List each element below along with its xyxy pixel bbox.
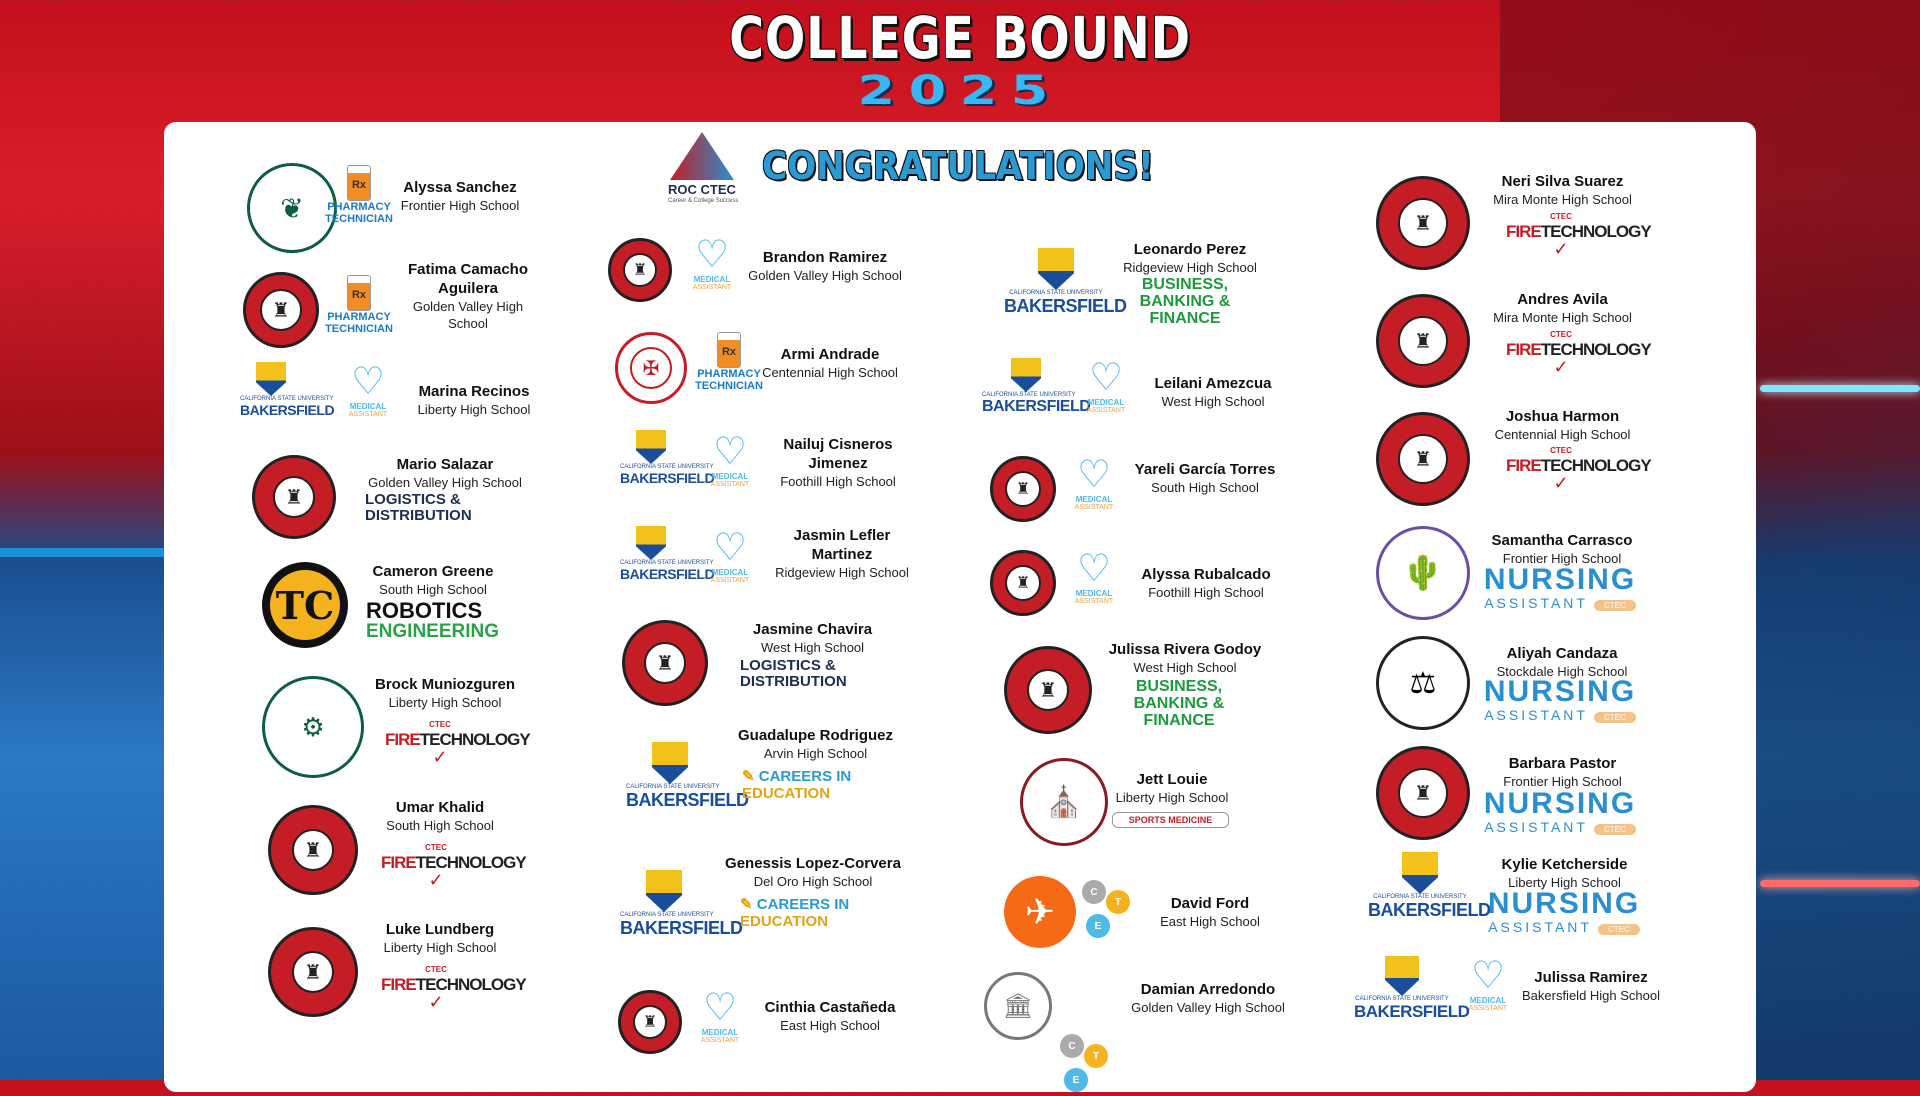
student-name: David Ford xyxy=(1170,895,1250,912)
student-entry xyxy=(1480,290,1645,326)
csu-bakersfield-logo xyxy=(982,358,1091,416)
csub-shield-icon xyxy=(1402,852,1438,894)
csu-big-label: BAKERSFIELD xyxy=(1354,1002,1470,1021)
csu-big-label: BAKERSFIELD xyxy=(240,402,335,418)
student-school: Liberty High School xyxy=(383,940,497,955)
csu-big-label: BAKERSFIELD xyxy=(626,790,749,810)
student-entry xyxy=(704,854,922,890)
san-diego-state-seal-icon: ⛪ xyxy=(1020,758,1108,846)
student-name: Barbara Pastor xyxy=(1508,755,1617,772)
heart-cross-icon: ♡ xyxy=(1076,548,1112,590)
bc-foundation-seal-icon: ♜ xyxy=(1376,294,1470,388)
logistics-distribution-logo xyxy=(740,658,852,690)
careers-label: CAREERS IN xyxy=(758,768,852,785)
csu-small-label: CALIFORNIA STATE UNIVERSITY xyxy=(1373,894,1467,900)
heart-cross-icon: ♡ xyxy=(350,361,386,403)
technology-label: TECHNOLOGY xyxy=(415,975,526,994)
careers-in-education-logo xyxy=(742,768,882,802)
assistant-label: ASSISTANT xyxy=(1086,407,1126,414)
technology-label: TECHNOLOGY xyxy=(1540,222,1651,241)
ctec-badge: CTEC xyxy=(1594,712,1636,723)
medical-label: MEDICAL xyxy=(1469,996,1507,1005)
aviation-plane-icon: ✈ xyxy=(1004,876,1076,948)
bg-stripe xyxy=(0,548,164,557)
engineering-label: ENGINEERING xyxy=(366,621,500,642)
medical-assistant-logo xyxy=(1066,549,1122,606)
assistant-label: ASSISTANT xyxy=(700,1037,740,1044)
csub-shield-icon xyxy=(652,742,688,784)
rx-bottle-icon: Rx xyxy=(717,332,741,368)
heart-cross-icon: ♡ xyxy=(1076,454,1112,496)
ctec-label: CTEC xyxy=(1550,212,1572,221)
header xyxy=(0,6,1920,112)
ctec-badge: CTEC xyxy=(1598,924,1640,935)
csub-shield-icon xyxy=(256,362,286,396)
bc-foundation-seal-icon: ♜ xyxy=(243,272,319,348)
student-school: East High School xyxy=(1160,914,1260,929)
student-name: Cinthia Castañeda xyxy=(764,999,896,1016)
student-school: Liberty High School xyxy=(388,695,502,710)
student-entry xyxy=(390,178,530,214)
pharmacy-technician-logo xyxy=(690,332,768,392)
student-school: Centennial High School xyxy=(1494,427,1631,442)
ctec-badge: CTEC xyxy=(1594,600,1636,611)
student-name: Brock Muniozguren xyxy=(374,676,515,693)
fire-technology-logo xyxy=(1506,446,1651,493)
student-entry xyxy=(1480,172,1645,208)
congrats-banner xyxy=(670,130,1170,210)
assistant-label: ASSISTANT xyxy=(348,411,388,418)
technology-label: TECHNOLOGY xyxy=(419,730,530,749)
student-school: Frontier High School xyxy=(1502,551,1622,566)
student-school: South High School xyxy=(1151,480,1259,495)
student-entry xyxy=(1150,894,1270,930)
medical-label: MEDICAL xyxy=(1075,589,1113,598)
student-name: Damian Arredondo xyxy=(1140,981,1276,998)
student-entry xyxy=(1130,980,1286,1016)
pencil-icon: ✎ xyxy=(742,768,755,785)
business-label: BUSINESS, BANKING & FINANCE xyxy=(1139,276,1231,327)
education-label: EDUCATION xyxy=(740,913,829,930)
medical-assistant-logo xyxy=(702,528,758,585)
student-name: Neri Silva Suarez xyxy=(1501,173,1624,190)
student-school: Del Oro High School xyxy=(753,874,873,889)
bg-glow xyxy=(1760,385,1920,392)
ctec-label: CTEC xyxy=(425,843,447,852)
student-entry xyxy=(1130,460,1280,496)
student-entry xyxy=(1482,855,1647,891)
bc-foundation-seal-icon: ♜ xyxy=(1376,412,1470,506)
cte-circles-icon: C T E xyxy=(1082,880,1144,942)
nursing-assistant-logo xyxy=(1484,888,1644,937)
bc-foundation-seal-icon: ♜ xyxy=(990,550,1056,616)
business-label: BUSINESS, BANKING & FINANCE xyxy=(1133,678,1225,729)
student-entry xyxy=(1138,374,1288,410)
csu-small-label: CALIFORNIA STATE UNIVERSITY xyxy=(982,392,1076,398)
pace-university-seal-icon: ⚖ xyxy=(1376,636,1470,730)
careers-in-education-logo xyxy=(740,896,880,930)
student-name: Kylie Ketcherside xyxy=(1501,856,1628,873)
medical-assistant-logo xyxy=(1078,358,1134,415)
ctec-label: CTEC xyxy=(1550,330,1572,339)
student-entry xyxy=(1110,240,1270,276)
nursing-assistant-logo xyxy=(1480,676,1640,725)
student-name: Jett Louie xyxy=(1136,771,1208,788)
fire-chevron-icon: ✓ xyxy=(428,870,444,890)
student-name: Andres Avila xyxy=(1517,291,1608,308)
csu-bakersfield-logo xyxy=(620,870,743,939)
student-name: Guadalupe Rodriguez xyxy=(737,727,893,744)
bc-foundation-seal-icon: ♜ xyxy=(1376,176,1470,270)
csub-shield-icon xyxy=(1038,248,1074,290)
assistant-label: ASSISTANT xyxy=(1074,504,1114,511)
fire-label: FIRE xyxy=(385,730,420,749)
student-name: Genessis Lopez-Corvera xyxy=(725,855,901,872)
education-label: EDUCATION xyxy=(742,785,831,802)
student-school: Frontier High School xyxy=(1503,774,1622,789)
csu-big-label: BAKERSFIELD xyxy=(1368,900,1491,920)
medical-assistant-logo xyxy=(684,235,740,292)
fire-chevron-icon: ✓ xyxy=(1553,473,1569,493)
robotics-engineering-logo xyxy=(366,600,526,642)
student-school: West High School xyxy=(760,640,865,655)
pharmacy-technician-logo xyxy=(320,275,398,335)
student-entry xyxy=(358,562,508,598)
medical-assistant-logo xyxy=(692,988,748,1045)
medical-label: MEDICAL xyxy=(693,275,731,284)
rx-bottle-icon: Rx xyxy=(347,165,371,201)
polytechnic-seal-icon: ⚙ xyxy=(262,676,364,778)
csu-big-label: BAKERSFIELD xyxy=(620,566,715,582)
assistant-label: ASSISTANT xyxy=(1484,707,1588,723)
nursing-assistant-logo xyxy=(1480,564,1640,613)
csub-shield-icon xyxy=(636,526,666,560)
fire-label: FIRE xyxy=(1506,222,1541,241)
university-seal-red-icon: ✠ xyxy=(615,332,687,404)
business-banking-finance-logo xyxy=(1120,276,1250,327)
csu-small-label: CALIFORNIA STATE UNIVERSITY xyxy=(1355,996,1449,1002)
heart-cross-icon: ♡ xyxy=(712,527,748,569)
congrats-text: CONGRATULATIONS! xyxy=(762,144,1154,188)
assistant-label: ASSISTANT xyxy=(692,284,732,291)
student-school: Stockdale High School xyxy=(1496,664,1628,679)
student-school: Bakersfield High School xyxy=(1521,988,1661,1003)
student-school: Mira Monte High School xyxy=(1493,310,1632,325)
student-name: Armi Andrade xyxy=(780,346,880,363)
student-name: Jasmine Chavira xyxy=(752,621,873,638)
fire-technology-logo xyxy=(381,965,526,1012)
student-entry xyxy=(1100,640,1270,676)
logistics-label: LOGISTICS & DISTRIBUTION xyxy=(365,491,472,524)
medical-assistant-logo xyxy=(1460,956,1516,1013)
student-entry xyxy=(365,798,515,834)
heart-cross-icon: ♡ xyxy=(1088,357,1124,399)
heart-cross-icon: ♡ xyxy=(702,987,738,1029)
student-entry xyxy=(772,526,912,581)
student-school: West High School xyxy=(1161,394,1265,409)
pharmacy-label: PHARMACY TECHNICIAN xyxy=(325,311,393,335)
fire-chevron-icon: ✓ xyxy=(1553,357,1569,377)
year-label: 2025 xyxy=(857,68,1063,114)
logistics-distribution-logo xyxy=(365,492,477,524)
cte-circles-icon: C T E xyxy=(1060,1034,1122,1096)
student-entry xyxy=(735,248,915,284)
student-school: Centennial High School xyxy=(762,365,898,380)
student-name: Jasmin Lefler Martinez xyxy=(793,527,891,563)
assistant-label: ASSISTANT xyxy=(710,577,750,584)
medical-assistant-logo xyxy=(1066,455,1122,512)
student-entry xyxy=(1102,770,1242,806)
csu-small-label: CALIFORNIA STATE UNIVERSITY xyxy=(626,784,720,790)
fire-label: FIRE xyxy=(1506,340,1541,359)
student-school: South High School xyxy=(386,818,494,833)
student-name: Luke Lundberg xyxy=(385,921,495,938)
medical-assistant-logo xyxy=(702,432,758,489)
csub-shield-icon xyxy=(636,430,666,464)
student-entry xyxy=(365,675,525,711)
student-entry xyxy=(365,920,515,956)
student-name: Aliyah Candaza xyxy=(1506,645,1618,662)
medical-label: MEDICAL xyxy=(711,568,749,577)
assistant-label: ASSISTANT xyxy=(1488,919,1592,935)
student-name: Umar Khalid xyxy=(395,799,485,816)
green-university-seal-icon: ❦ xyxy=(247,163,337,253)
student-entry xyxy=(398,260,538,332)
fire-chevron-icon: ✓ xyxy=(428,992,444,1012)
grand-canyon-university-seal-icon: 🌵 xyxy=(1376,526,1470,620)
bg-glow xyxy=(1760,880,1920,887)
technology-label: TECHNOLOGY xyxy=(415,853,526,872)
sports-medicine-label: SPORTS MEDICINE xyxy=(1128,815,1213,825)
assistant-label: ASSISTANT xyxy=(1484,595,1588,611)
student-school: Ridgeview High School xyxy=(1123,260,1257,275)
fire-label: FIRE xyxy=(1506,456,1541,475)
logistics-label: LOGISTICS & DISTRIBUTION xyxy=(740,657,847,690)
student-name: Mario Salazar xyxy=(396,456,494,473)
fire-technology-logo xyxy=(385,720,530,767)
student-school: Golden Valley High School xyxy=(412,299,524,331)
business-banking-finance-logo xyxy=(1114,678,1244,729)
student-school: Golden Valley High School xyxy=(1131,1000,1285,1015)
csu-big-label: BAKERSFIELD xyxy=(620,470,715,486)
assistant-label: ASSISTANT xyxy=(1484,819,1588,835)
nursing-label: NURSING xyxy=(1483,675,1637,708)
csu-small-label: CALIFORNIA STATE UNIVERSITY xyxy=(1009,290,1103,296)
fire-chevron-icon: ✓ xyxy=(432,747,448,767)
medical-label: MEDICAL xyxy=(711,472,749,481)
fire-technology-logo xyxy=(1506,212,1651,259)
robotics-label: ROBOTICS xyxy=(366,598,483,623)
rx-bottle-icon: Rx xyxy=(347,275,371,311)
student-entry xyxy=(1480,754,1645,790)
student-name: Nailuj Cisneros Jimenez xyxy=(783,436,893,472)
assistant-label: ASSISTANT xyxy=(710,481,750,488)
student-school: Frontier High School xyxy=(400,198,520,213)
student-school: Mira Monte High School xyxy=(1493,192,1632,207)
fire-technology-logo xyxy=(1506,330,1651,377)
student-school: Liberty High School xyxy=(1508,875,1621,890)
student-entry xyxy=(1518,968,1664,1004)
bc-foundation-seal-icon: ♜ xyxy=(252,455,336,539)
student-entry xyxy=(1476,531,1648,567)
nursing-label: NURSING xyxy=(1483,787,1637,820)
bc-foundation-seal-icon: ♜ xyxy=(1376,746,1470,840)
csu-small-label: CALIFORNIA STATE UNIVERSITY xyxy=(620,464,714,470)
csu-bakersfield-logo xyxy=(1004,248,1127,317)
fire-label: FIRE xyxy=(381,853,416,872)
student-name: Brandon Ramirez xyxy=(762,249,888,266)
csu-big-label: BAKERSFIELD xyxy=(982,398,1091,415)
student-school: Foothill High School xyxy=(780,474,896,489)
bc-foundation-seal-icon: ♜ xyxy=(618,990,682,1054)
student-school: Golden Valley High School xyxy=(748,268,902,283)
medical-label: MEDICAL xyxy=(1087,398,1125,407)
student-school: West High School xyxy=(1133,660,1237,675)
bc-foundation-seal-icon: ♜ xyxy=(1004,646,1092,734)
student-entry xyxy=(768,435,908,490)
student-entry xyxy=(728,726,903,762)
student-entry xyxy=(404,382,544,418)
university-seal-gray-icon: 🏛 xyxy=(984,972,1052,1040)
student-school: Arvin High School xyxy=(763,746,868,761)
bc-foundation-seal-icon: ♜ xyxy=(268,927,358,1017)
student-school: Golden Valley High School xyxy=(368,475,522,490)
student-school: East High School xyxy=(780,1018,880,1033)
student-school: Ridgeview High School xyxy=(775,565,909,580)
csu-big-label: BAKERSFIELD xyxy=(620,918,743,938)
technology-label: TECHNOLOGY xyxy=(1540,340,1651,359)
csu-bakersfield-logo xyxy=(620,526,715,582)
student-name: Joshua Harmon xyxy=(1505,408,1620,425)
student-name: Leilani Amezcua xyxy=(1154,375,1272,392)
pharmacy-label: PHARMACY TECHNICIAN xyxy=(325,201,393,225)
csub-shield-icon xyxy=(1385,956,1419,996)
ctec-badge: CTEC xyxy=(1594,824,1636,835)
nursing-label: NURSING xyxy=(1487,887,1641,920)
roc-ctec-sub: Career & College Success xyxy=(668,198,739,204)
student-school: South High School xyxy=(379,582,487,597)
student-name: Julissa Rivera Godoy xyxy=(1108,641,1262,658)
student-school: Liberty High School xyxy=(417,402,531,417)
student-name: Leonardo Perez xyxy=(1133,241,1247,258)
csu-bakersfield-logo xyxy=(620,430,715,486)
csub-shield-icon xyxy=(646,870,682,912)
roc-ctec-label: ROC CTEC xyxy=(668,182,736,197)
bc-foundation-seal-icon: ♜ xyxy=(622,620,708,706)
csu-big-label: BAKERSFIELD xyxy=(1004,296,1127,316)
assistant-label: ASSISTANT xyxy=(1468,1005,1508,1012)
csu-bakersfield-logo xyxy=(626,742,749,811)
fire-label: FIRE xyxy=(381,975,416,994)
student-name: Alyssa Rubalcado xyxy=(1141,566,1271,583)
nursing-label: NURSING xyxy=(1483,563,1637,596)
student-name: Alyssa Sanchez xyxy=(403,179,517,196)
medical-assistant-logo xyxy=(340,362,396,419)
csu-small-label: CALIFORNIA STATE UNIVERSITY xyxy=(620,912,714,918)
heart-cross-icon: ♡ xyxy=(694,234,730,276)
student-entry xyxy=(1480,407,1645,443)
pharmacy-technician-logo xyxy=(320,165,398,225)
student-name: Julissa Ramirez xyxy=(1534,969,1648,986)
bc-foundation-seal-icon: ♜ xyxy=(990,456,1056,522)
technology-label: TECHNOLOGY xyxy=(1540,456,1651,475)
fire-chevron-icon: ✓ xyxy=(1553,239,1569,259)
student-entry xyxy=(760,345,900,381)
student-school: Liberty High School xyxy=(1115,790,1229,805)
student-name: Cameron Greene xyxy=(372,563,494,580)
sports-medicine-logo xyxy=(1112,812,1229,828)
student-entry xyxy=(1130,565,1282,601)
ctec-label: CTEC xyxy=(429,720,451,729)
bc-foundation-seal-icon: ♜ xyxy=(608,238,672,302)
csub-shield-icon xyxy=(1011,358,1041,392)
nursing-assistant-logo xyxy=(1480,788,1640,837)
fire-technology-logo xyxy=(381,843,526,890)
student-name: Samantha Carrasco xyxy=(1491,532,1633,549)
pharmacy-label: PHARMACY TECHNICIAN xyxy=(695,368,763,392)
student-name: Fatima Camacho Aguilera xyxy=(407,261,529,297)
student-school: Foothill High School xyxy=(1148,585,1264,600)
medical-label: MEDICAL xyxy=(1075,495,1113,504)
csu-bakersfield-logo xyxy=(240,362,335,418)
csu-small-label: CALIFORNIA STATE UNIVERSITY xyxy=(620,560,714,566)
medical-label: MEDICAL xyxy=(701,1028,739,1037)
roc-ctec-logo-icon xyxy=(670,132,734,180)
student-entry xyxy=(750,998,910,1034)
tc-logo-icon: TC xyxy=(262,562,348,648)
heart-cross-icon: ♡ xyxy=(712,431,748,473)
csu-bakersfield-logo xyxy=(1354,956,1470,1022)
ctec-label: CTEC xyxy=(425,965,447,974)
csu-small-label: CALIFORNIA STATE UNIVERSITY xyxy=(240,396,334,402)
careers-label: CAREERS IN xyxy=(756,896,850,913)
heart-cross-icon: ♡ xyxy=(1470,955,1506,997)
bc-foundation-seal-icon: ♜ xyxy=(268,805,358,895)
student-name: Marina Recinos xyxy=(418,383,530,400)
student-name: Yareli García Torres xyxy=(1134,461,1276,478)
page-title: COLLEGE BOUND xyxy=(729,4,1191,72)
ctec-label: CTEC xyxy=(1550,446,1572,455)
student-entry xyxy=(730,620,895,656)
csu-bakersfield-logo xyxy=(1368,852,1491,921)
assistant-label: ASSISTANT xyxy=(1074,598,1114,605)
medical-label: MEDICAL xyxy=(349,402,387,411)
pencil-icon: ✎ xyxy=(740,896,753,913)
student-entry xyxy=(355,455,535,491)
